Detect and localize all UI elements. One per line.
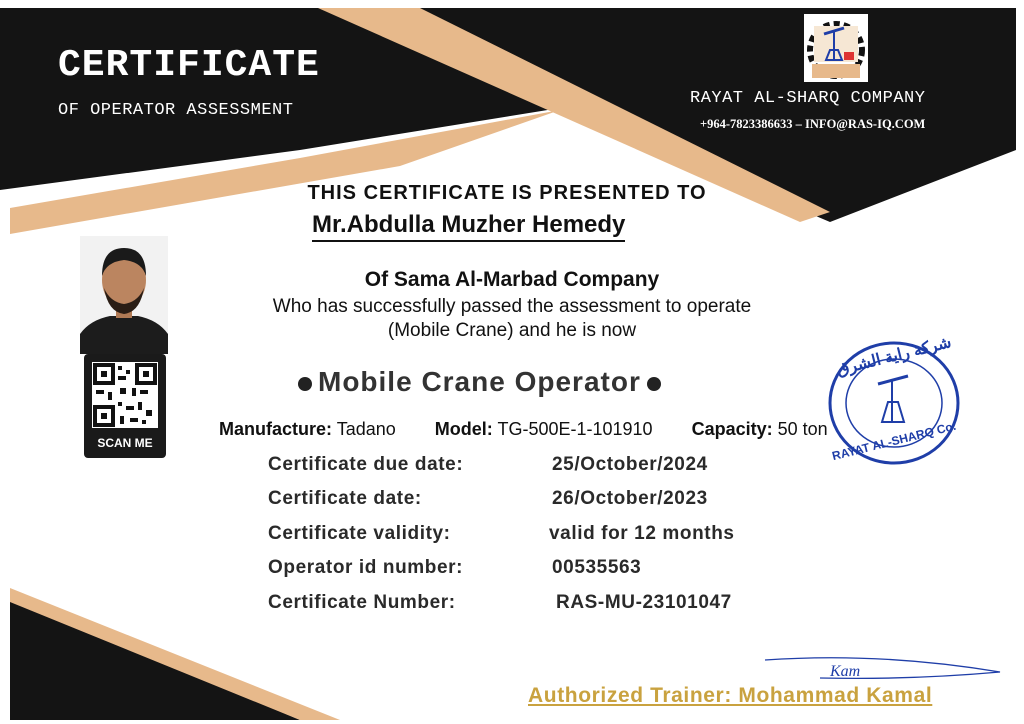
operator-id-value: 00535563 [552, 557, 642, 578]
signature-text: Kam [830, 663, 861, 680]
operator-photo [80, 236, 168, 354]
validity-value: valid for 12 months [549, 523, 735, 544]
capacity-value: 50 ton [777, 419, 828, 439]
validity-label: Certificate validity: [268, 523, 451, 544]
certificate-title: CERTIFICATE [58, 44, 320, 87]
certificate-date-label: Certificate date: [268, 488, 422, 509]
operator-id-label: Operator id number: [268, 557, 464, 578]
recipient-company: Of Sama Al-Marbad Company [364, 268, 660, 291]
model-value: TG-500E-1-101910 [497, 419, 653, 439]
manufacture-label: Manufacture: [219, 419, 333, 439]
qr-code[interactable] [92, 362, 158, 428]
presented-to-heading: THIS CERTIFICATE IS PRESENTED TO [307, 182, 707, 204]
qr-code-block[interactable] [84, 354, 166, 458]
authorized-trainer: Authorized Trainer: Mohammad Kamal [528, 684, 933, 707]
bullet-icon [647, 377, 661, 391]
certificate-number-value: RAS-MU-23101047 [556, 592, 732, 613]
due-date-label: Certificate due date: [268, 454, 464, 475]
body-text-line2: (Mobile Crane) and he is now [387, 320, 637, 341]
capacity-label: Capacity: [691, 419, 773, 439]
bullet-icon [298, 377, 312, 391]
stamp-arabic-text: شركة راية الشرق [835, 334, 954, 379]
certificate-date-value: 26/October/2023 [552, 488, 708, 509]
model-label: Model: [434, 419, 493, 439]
company-contact: +964-7823386633 – INFO@RAS-IQ.COM [700, 117, 926, 131]
stamp-english-text: RAYAT AL-SHARQ Co. [830, 418, 958, 464]
company-name: RAYAT AL-SHARQ COMPANY [690, 89, 926, 108]
recipient-name: Mr.Abdulla Muzher Hemedy [312, 211, 625, 242]
scan-me-label: SCAN ME [97, 436, 153, 450]
company-stamp [826, 334, 962, 468]
manufacture-value: Tadano [336, 419, 396, 439]
certificate-number-label: Certificate Number: [268, 592, 456, 613]
certificate-subtitle: OF OPERATOR ASSESSMENT [58, 101, 294, 120]
body-text-line1: Who has successfully passed the assessment to operate [272, 296, 752, 317]
company-logo [804, 14, 868, 82]
due-date-value: 25/October/2024 [552, 454, 708, 475]
equipment-specs [219, 419, 828, 440]
role-title: Mobile Crane Operator [292, 366, 667, 398]
